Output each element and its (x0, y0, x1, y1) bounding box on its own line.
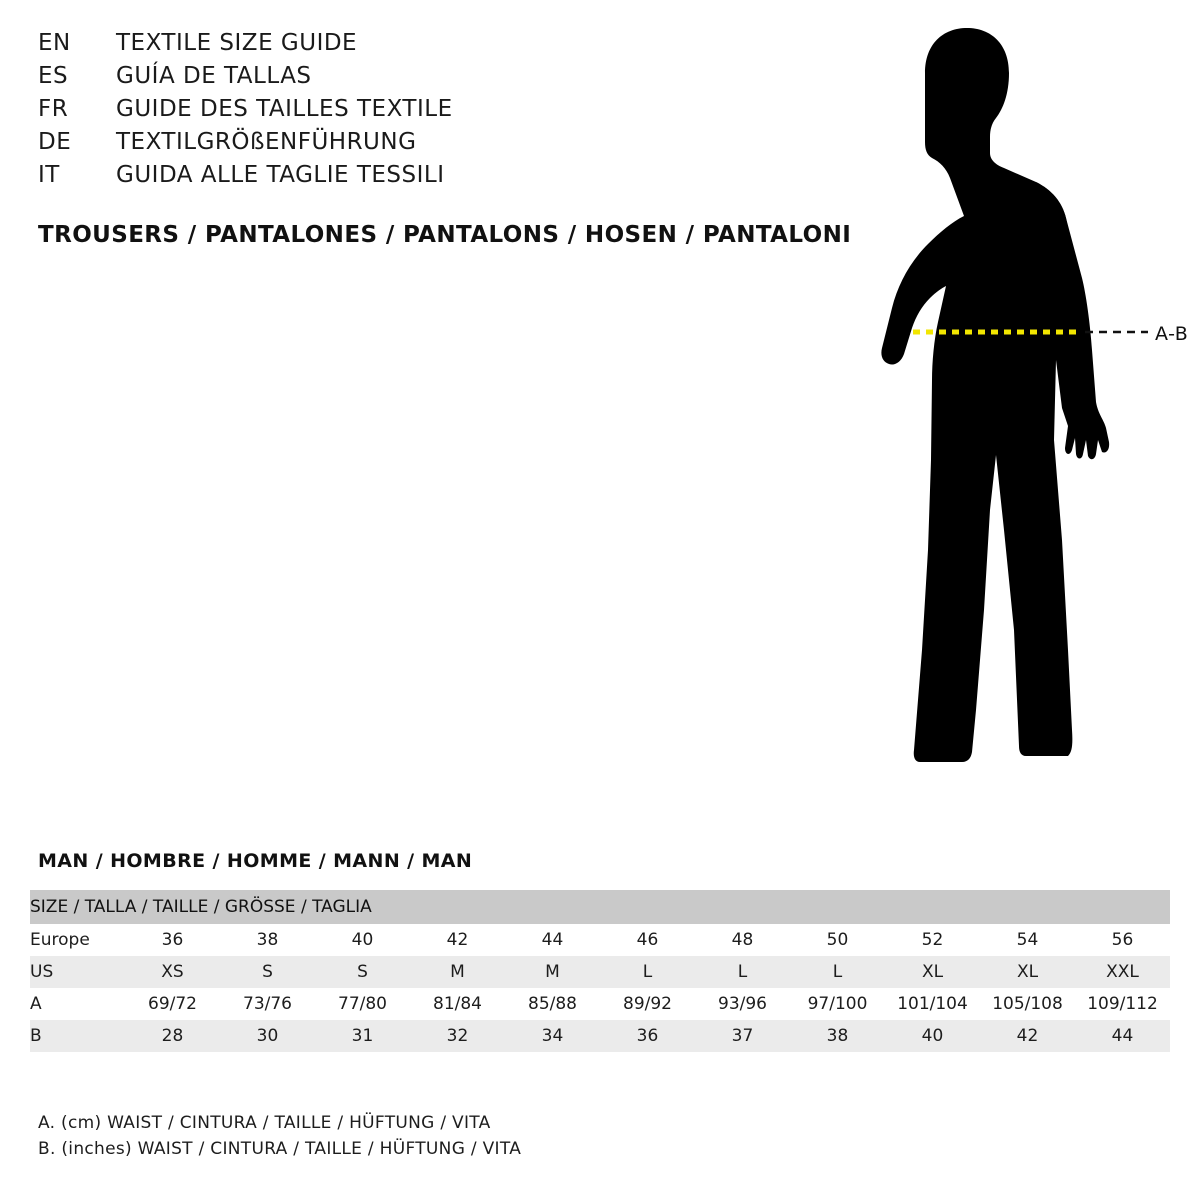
cell-value: M (410, 956, 505, 988)
table-row (30, 924, 1170, 956)
cell-value: 34 (505, 1020, 600, 1052)
footnote-b: B. (inches) WAIST / CINTURA / TAILLE / HÜFTUNG / VITA (38, 1139, 522, 1159)
cell-value: 56 (1075, 924, 1170, 956)
cell-value: 44 (1075, 1020, 1170, 1052)
cell-value: 101/104 (885, 988, 980, 1020)
table-header-row (30, 890, 1170, 924)
cell-value: 48 (695, 924, 790, 956)
cell-value: 32 (410, 1020, 505, 1052)
cell-value: 105/108 (980, 988, 1075, 1020)
man-silhouette-icon (800, 10, 1200, 800)
cell-value: 85/88 (505, 988, 600, 1020)
language-code: IT (38, 162, 60, 188)
cell-value: 42 (980, 1020, 1075, 1052)
cell-value: 28 (125, 1020, 220, 1052)
cell-value: S (315, 956, 410, 988)
cell-value: 81/84 (410, 988, 505, 1020)
cell-value: 46 (600, 924, 695, 956)
language-code: FR (38, 96, 69, 122)
language-title: GUIDA ALLE TAGLIE TESSILI (116, 162, 445, 188)
cell-value: XL (885, 956, 980, 988)
language-title: TEXTILE SIZE GUIDE (116, 30, 358, 56)
cell-value: 36 (125, 924, 220, 956)
cell-value: 40 (885, 1020, 980, 1052)
cell-value: 38 (220, 924, 315, 956)
size-table-section (30, 850, 1170, 1052)
cell-value: 54 (980, 924, 1075, 956)
language-row (38, 63, 818, 96)
cell-value: 109/112 (1075, 988, 1170, 1020)
cell-value: 44 (505, 924, 600, 956)
language-row (38, 96, 818, 129)
cell-value: S (220, 956, 315, 988)
cell-value: 89/92 (600, 988, 695, 1020)
language-code: EN (38, 30, 71, 56)
figure-illustration (800, 10, 1200, 800)
size-table (30, 890, 1170, 1052)
footnotes (38, 1110, 938, 1162)
language-row (38, 30, 818, 63)
cell-value: 52 (885, 924, 980, 956)
garment-type-title: TROUSERS / PANTALONES / PANTALONS / HOSEN / PANTALONI (38, 222, 852, 248)
cell-value: 40 (315, 924, 410, 956)
gender-title: MAN / HOMBRE / HOMME / MANN / MAN (38, 850, 473, 872)
cell-value: 69/72 (125, 988, 220, 1020)
cell-value: XXL (1075, 956, 1170, 988)
table-row (30, 988, 1170, 1020)
row-label: A (30, 988, 125, 1020)
language-title: TEXTILGRÖßENFÜHRUNG (116, 129, 417, 155)
language-title: GUÍA DE TALLAS (116, 63, 312, 89)
table-row (30, 956, 1170, 988)
cell-value: L (695, 956, 790, 988)
cell-value: 50 (790, 924, 885, 956)
cell-value: XL (980, 956, 1075, 988)
cell-value: 42 (410, 924, 505, 956)
cell-value: XS (125, 956, 220, 988)
language-row (38, 129, 818, 162)
cell-value: M (505, 956, 600, 988)
cell-value: 77/80 (315, 988, 410, 1020)
cell-value: L (790, 956, 885, 988)
row-label: Europe (30, 924, 125, 956)
cell-value: 73/76 (220, 988, 315, 1020)
cell-value: 36 (600, 1020, 695, 1052)
measure-label-ab: A-B (1155, 323, 1189, 345)
language-list (38, 30, 818, 195)
row-label: US (30, 956, 125, 988)
cell-value: 37 (695, 1020, 790, 1052)
language-code: ES (38, 63, 69, 89)
table-header-label: SIZE / TALLA / TAILLE / GRÖSSE / TAGLIA (30, 890, 1170, 924)
cell-value: 93/96 (695, 988, 790, 1020)
cell-value: 30 (220, 1020, 315, 1052)
cell-value: 97/100 (790, 988, 885, 1020)
footnote-a: A. (cm) WAIST / CINTURA / TAILLE / HÜFTUNG / VITA (38, 1113, 491, 1133)
cell-value: 31 (315, 1020, 410, 1052)
language-title: GUIDE DES TAILLES TEXTILE (116, 96, 453, 122)
table-row (30, 1020, 1170, 1052)
cell-value: L (600, 956, 695, 988)
language-code: DE (38, 129, 72, 155)
row-label: B (30, 1020, 125, 1052)
cell-value: 38 (790, 1020, 885, 1052)
language-row (38, 162, 818, 195)
